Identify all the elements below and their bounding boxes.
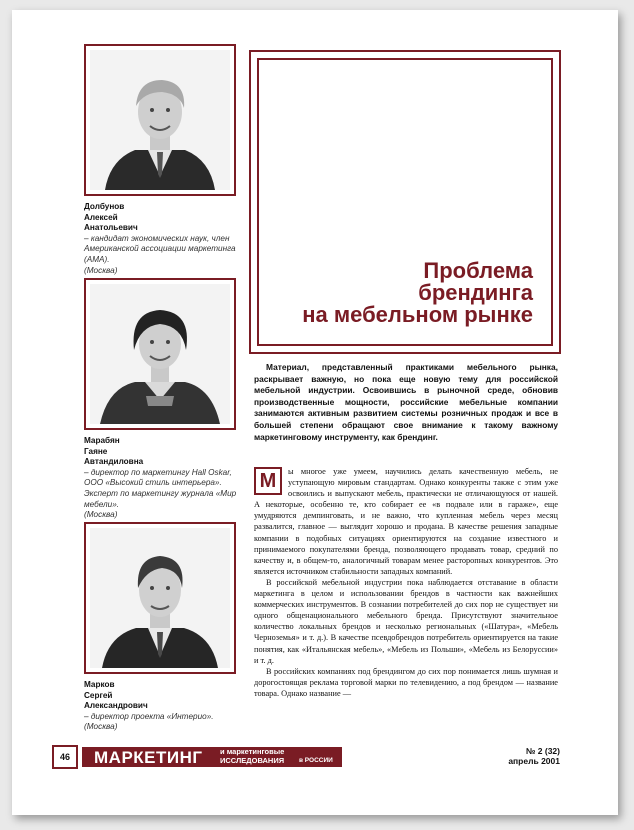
author-photo-1 (84, 44, 236, 196)
author-caption-2: Марабян Гаяне Автандиловна – директор по маркетингу Hall Oskar, ООО «Высокий стиль интерьера». Эксперт по маркетингу журнала «Мир мебели». (Москва) (84, 436, 237, 520)
title-frame (249, 50, 561, 354)
page-number: 46 (52, 745, 78, 769)
author-caption-1: Долбунов Алексей Анатольевич – кандидат экономических наук, член Американской ассоциации маркетинга (AMA). (Москва) (84, 202, 236, 275)
page-footer (52, 745, 572, 769)
article-title: Проблема брендинга на мебельном рынке (302, 258, 533, 327)
magazine-page (12, 10, 618, 815)
author-photo-2 (84, 278, 236, 430)
author-photo-3 (84, 522, 236, 674)
portrait-image (90, 528, 230, 668)
article-lead: Материал, представленный практиками мебельного рынка, раскрывает важную, но пока еще новую тему для российской мебельной индустрии. Освоившись в рыночной среде, обновив производственные мощности, российские мебельные компании занимаются активным развитием системы розничных продаж и все в большей степени обращают свое внимание к такому важному маркетинговому инструменту, как брендинг. (254, 362, 558, 442)
author-caption-3: Марков Сергей Александрович – директор проекта «Интерио». (Москва) (84, 680, 214, 732)
title-inner-frame (257, 58, 553, 346)
issue-info: № 2 (32) апрель 2001 (508, 746, 560, 766)
drop-cap: М (254, 467, 282, 495)
article-body (254, 466, 558, 699)
portrait-image (90, 284, 230, 424)
paragraph: ы многое уже умеем, научились делать качественную мебель, не уступающую мировым стандартам. Однако конкуренты также с этим уже освоились и выпускают мебель, практически не отличающуюся от нашей. А некоторые, особенно те, кто собирает ее «в подвале или в гараже», еще умудряются демпинговать, и не важно, что купленная мебель через месяц развалится, главное — выглядит хорошо и продана. В качестве решения западные компании в подобных ситуациях ориентируются на создание известного и принимаемого покупателями бренда, позволяющего продавать товар, средний по качеству и, в общем-то, аналогичный товарам менее расторопных конкурентов. Это является источником стабильности западных компаний. (254, 467, 558, 576)
journal-logo: МАРКЕТИНГ и маркетинговые ИССЛЕДОВАНИЯ в РОССИИ (82, 747, 342, 767)
portrait-image (90, 50, 230, 190)
paragraph: В российской мебельной индустрии пока наблюдается отставание в области маркетинга в целом и использовании брендов в частности как важнейших коммерческих инструментов. В сознании потребителей до сих пор не существует ни одного общенационального мебельного бренда. Присутствуют значительное количество локальных брендов и несколько региональных («Шатура», «Мебель Черноземья» и т. д.). В качестве псевдобрендов потребитель ориентируется на такие понятия, как «Итальянская мебель», «Мебель из Польши», «Мебель из Белоруссии» и т. д. (254, 577, 558, 665)
paragraph: В российских компаниях под брендингом до сих пор понимается лишь шумная и дорогостоящая реклама торговой марки по телевидению, а под брендом — название товара. Однако название — (254, 666, 558, 698)
